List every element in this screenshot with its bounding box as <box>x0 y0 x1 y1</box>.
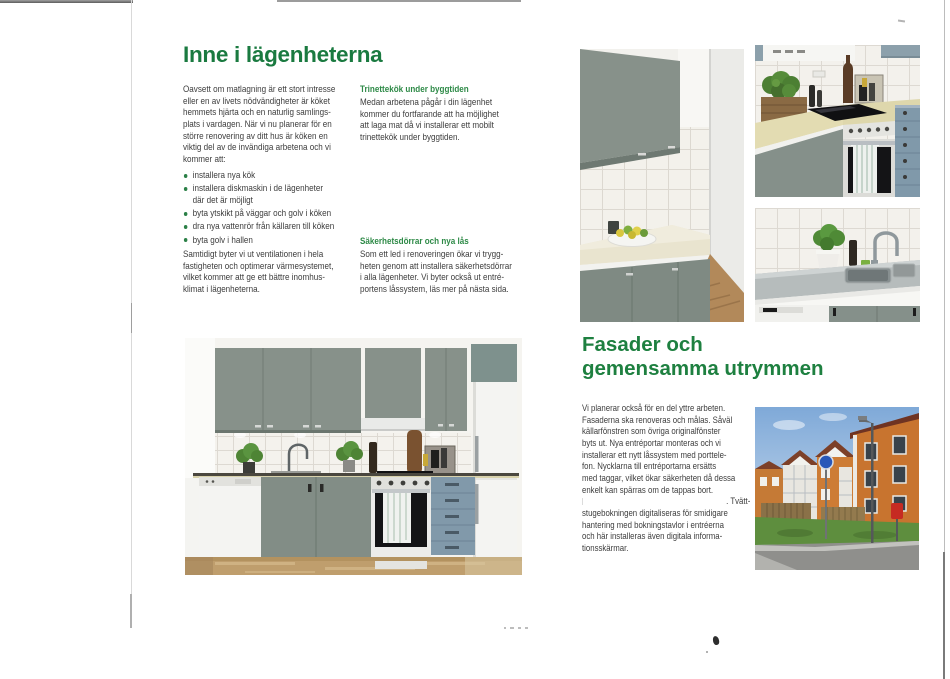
paragraph-line: stugebokningen digitaliseras för smidigare <box>582 508 728 518</box>
photo-kitchen-stove <box>755 45 920 197</box>
photo-kitchen-full <box>185 338 522 575</box>
paragraph-line: kommer att: <box>183 153 226 164</box>
paragraph-line: enkelt kan spärras om de tappas bort. <box>582 484 714 495</box>
scan-speck <box>898 20 905 23</box>
paragraph-line: trinettekök under byggtiden. <box>360 131 460 142</box>
photo-facade-buildings <box>755 407 919 570</box>
paragraph-line: fastigheten och optimerar värmesystemet, <box>183 260 334 271</box>
bullet-line: där det är möjligt <box>192 194 253 205</box>
paragraph-line: byts ut. Nya entréportar monteras och vi <box>582 437 721 448</box>
photo-kitchen-sink <box>755 208 920 322</box>
paragraph-line: heten genom att installera säkerhetsdörrar <box>360 260 512 271</box>
paragraph-line: klimat i lägenheterna. <box>183 283 260 294</box>
paragraph-line: större renovering av ditt hus är köken en <box>183 130 328 141</box>
scan-ink-mark <box>712 635 720 645</box>
photo-kitchen-sink-image <box>755 208 920 322</box>
scan-dashes <box>504 627 528 629</box>
facades-heading-line: gemensamma utrymmen <box>582 356 824 380</box>
bullet-line: byta ytskikt på väggar och golv i köken <box>192 208 332 219</box>
paragraph-line: fon. Nycklarna till entréportarna ersätts <box>582 461 717 472</box>
paragraph-line: källarfönstren som övriga originalfönster <box>582 426 721 437</box>
bullet-item <box>183 235 357 247</box>
redacted-line <box>582 496 752 508</box>
paragraph-line: plats i vardagen. När vi nu planerar för en <box>183 118 332 129</box>
photo-kitchen-stove-image <box>755 45 920 197</box>
paragraph-line: med taggar, vilket ökar säkerheten då dessa <box>582 472 736 483</box>
paragraph-line: Fasaderna ska renoveras och målas. Såväl <box>582 414 733 425</box>
scan-speck <box>706 651 708 653</box>
scan-fold-mark <box>131 303 132 333</box>
scan-fold-mark <box>130 594 132 628</box>
paragraph-line: att laga mat då vi installerar ett mobilt <box>360 120 494 131</box>
paragraph-line: och här installeras även digitala informa- <box>582 531 723 542</box>
facades-paragraph-b <box>582 508 752 555</box>
sakerhetsdorrar-paragraph <box>360 249 536 296</box>
photo-kitchen-counter-tall-image <box>580 49 744 322</box>
paragraph-line: i alla lägenheter. Vi byter också ut entré- <box>360 272 505 283</box>
paragraph-line: Som ett led i renoveringen ökar vi trygg- <box>360 249 504 259</box>
trinettekok-paragraph <box>360 97 536 144</box>
bullet-line: byta golv i hallen <box>192 234 253 245</box>
paragraph-line: hemmets hjärta och en naturlig samlings- <box>183 107 331 118</box>
renovation-bullet-list <box>183 170 357 248</box>
bullet-item <box>183 170 357 182</box>
scan-edge-top-mid <box>277 0 521 2</box>
facades-paragraph-a <box>582 403 752 496</box>
paragraph-line: viktig del av de invändiga arbetena och vi <box>183 142 331 153</box>
left-outro-paragraph <box>183 249 357 296</box>
subheading-sakerhetsdorrar: Säkerhetsdörrar och nya lås <box>360 236 469 246</box>
bullet-line: dra nya vattenrör från källaren till köken <box>192 221 335 232</box>
facades-heading <box>582 333 824 380</box>
partial-word: . Tvätt- <box>726 496 751 506</box>
paragraph-line: hantering med bokningstavlor i entréerna <box>582 519 724 530</box>
subheading-trinettekok: Trinettekök under byggtiden <box>360 84 469 94</box>
scan-edge-line-right-dark <box>943 552 945 679</box>
paragraph-line: portens låssystem, läs mer på nästa sida. <box>360 283 509 294</box>
photo-facade-buildings-image <box>755 407 919 570</box>
bullet-item <box>183 221 357 233</box>
bullet-item <box>183 208 357 220</box>
paragraph-line: eller en av livets nödvändigheter är köket <box>183 95 330 106</box>
scan-edge-top-left <box>0 0 133 3</box>
scan-faint-mark <box>582 498 583 505</box>
paragraph-line: kommer du fortfarande att ha möjlighet <box>360 108 499 119</box>
facades-heading-line: Fasader och <box>582 333 703 356</box>
bullet-item <box>183 183 357 206</box>
bullet-line: installera nya kök <box>192 170 256 180</box>
paragraph-line: Samtidigt byter vi ut ventilationen i hela <box>183 249 324 259</box>
paragraph-line: Medan arbetena pågår i din lägenhet <box>360 97 493 107</box>
paragraph-line: vilket kommer att ge ett bättre inomhus- <box>183 272 325 283</box>
bullet-line: installera diskmaskin i de lägenheter <box>192 183 324 194</box>
paragraph-line: Oavsett om matlagning är ett stort intresse <box>183 84 336 94</box>
photo-kitchen-counter-tall <box>580 49 744 322</box>
page-title: Inne i lägenheterna <box>183 42 383 67</box>
photo-kitchen-full-image <box>185 338 522 575</box>
paragraph-line: Vi planerar också för en del yttre arbeten. <box>582 403 726 413</box>
paragraph-line: installerar ett nytt låssystem med porttele- <box>582 449 727 460</box>
left-intro-paragraph <box>183 84 357 166</box>
paragraph-line: tionsskärmar. <box>582 542 629 553</box>
